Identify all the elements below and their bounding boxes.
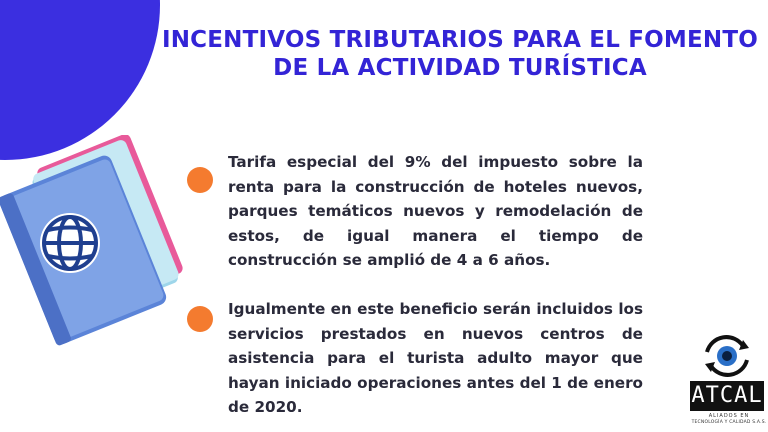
logo-tagline-2: TECNOLOGÍA Y CALIDAD S.A.S. [691,420,767,425]
bullet-dot-1 [187,167,213,193]
title-line-1: INCENTIVOS TRIBUTARIOS PARA EL FOMENTO [161,27,759,53]
logo-tagline-1: ALIADOS EN [708,413,750,419]
bullet-text-1: Tarifa especial del 9% del impuesto sobre la renta para la construcción de hoteles nuevos, parques temáticos nuevos y remodelación de estos, de igual manera el tiempo de construcción se amplió de 4 a 6 años. [228,153,643,269]
globe-icon [40,213,100,273]
slide-title [160,26,760,82]
bullet-text-2: Igualmente en este beneficio serán incluidos los servicios prestados en nuevos centros de asistencia para el turista adulto mayor que hayan iniciado operaciones antes del 1 de enero de 2020. [228,300,643,416]
bullet-dot-2 [187,306,213,332]
title-line-2: DE LA ACTIVIDAD TURÍSTICA [273,55,647,81]
logo-wordmark: ATCAL [690,381,764,411]
passport-illustration-icon [0,135,190,350]
